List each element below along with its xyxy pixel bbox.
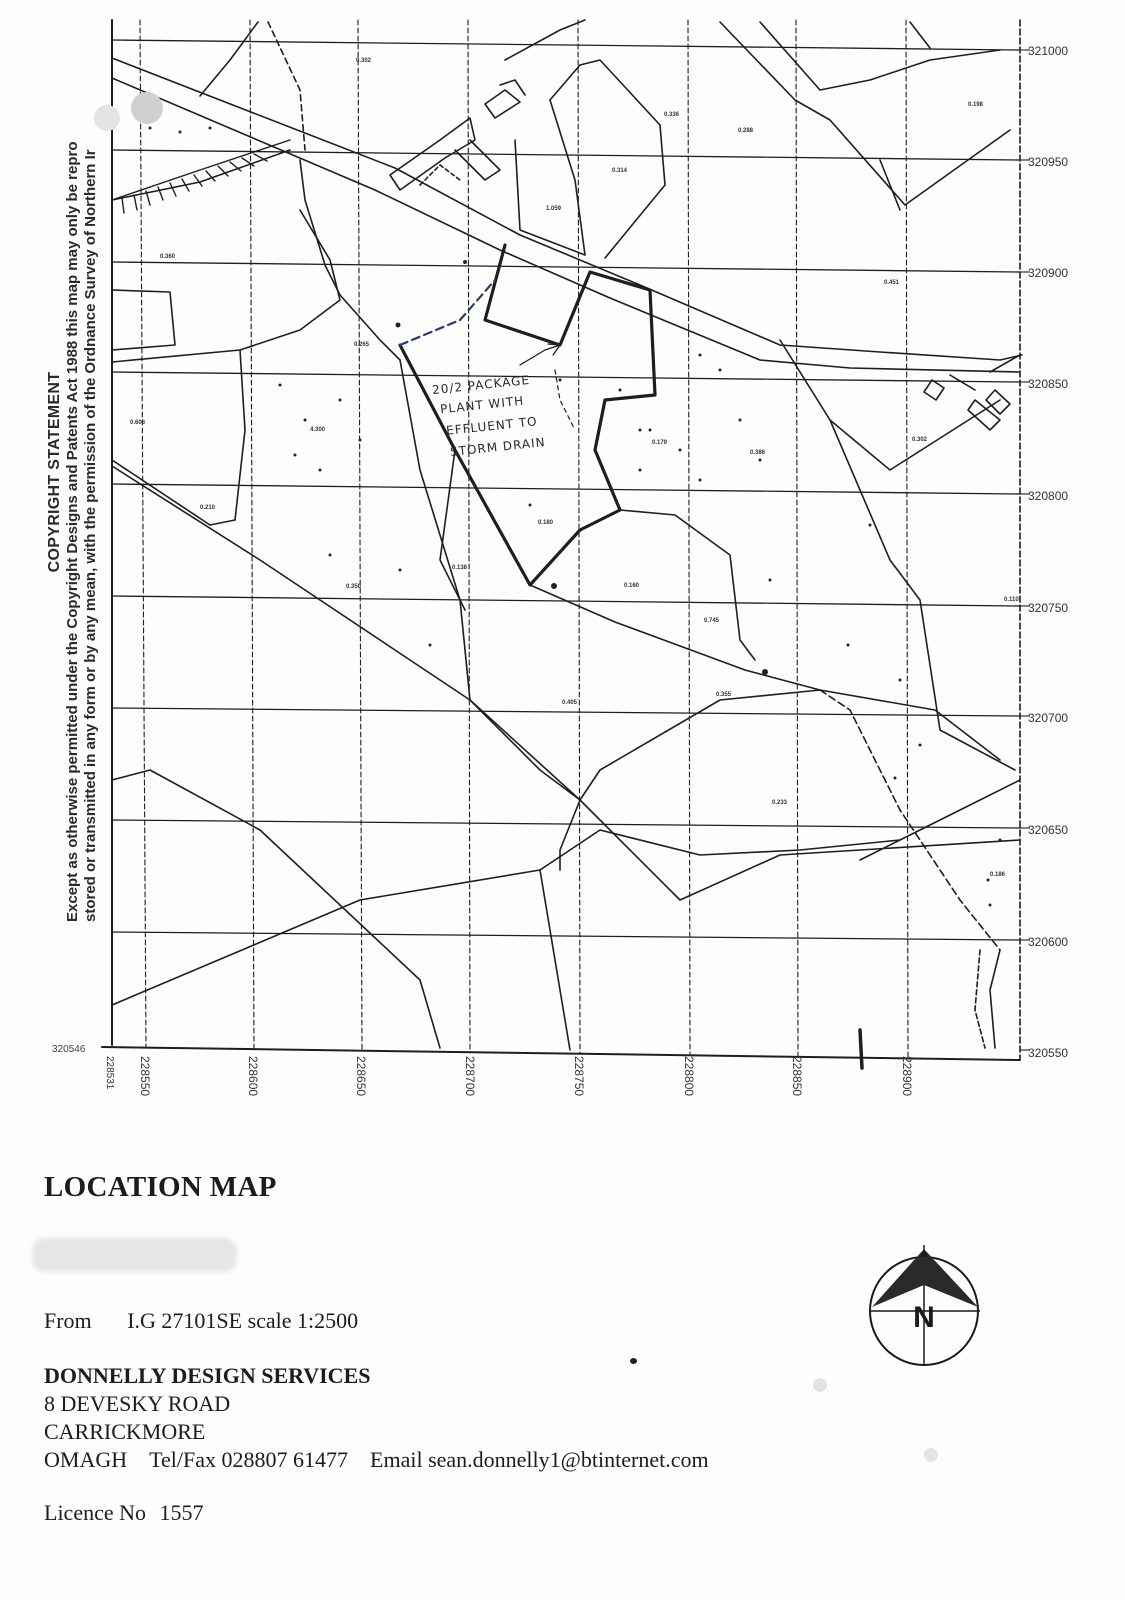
northing-label: 320800	[1028, 489, 1069, 503]
copyright-line-2: stored or transmitted in any form or by any mean, with the permission of the Ordnance Survey of Northern Ir	[82, 149, 99, 922]
vegetation-dots	[149, 127, 1002, 907]
northing-gridlines	[112, 40, 1020, 940]
parcel-area: 0.265	[354, 342, 370, 348]
easting-label: 228750	[572, 1056, 586, 1097]
from-label: From	[44, 1308, 92, 1333]
easting-label: 228800	[682, 1056, 696, 1097]
northing-label: 320700	[1028, 711, 1069, 725]
parcel-area: 0.302	[356, 58, 372, 64]
parcel-area: 0.186	[990, 872, 1006, 878]
tel-fax: Tel/Fax 028807 61477	[149, 1447, 349, 1472]
address-line-2: CARRICKMORE	[44, 1419, 206, 1444]
handwritten-note-line-1: 20/2 PACKAGE	[431, 372, 531, 398]
copyright-statement	[46, 22, 116, 922]
parcel-area: 0.314	[612, 168, 628, 174]
parcel-area: 0.355	[716, 692, 732, 698]
northing-label: 320900	[1028, 266, 1069, 280]
easting-label-left: 228531	[104, 1056, 115, 1090]
northing-label: 320850	[1028, 377, 1069, 391]
parcel-area: 0.336	[664, 112, 680, 118]
handwritten-note-line-3: EFFLUENT TO	[445, 414, 539, 438]
scan-speck	[924, 1448, 938, 1462]
easting-label: 228550	[138, 1056, 152, 1097]
compass-letter: N	[913, 1301, 935, 1334]
parcel-area: 0.160	[624, 583, 640, 589]
address-line-1: 8 DEVESKY ROAD	[44, 1391, 231, 1416]
smudge	[131, 92, 163, 124]
handwritten-note-line-4: STORM DRAIN	[449, 435, 547, 459]
northing-label: 321000	[1028, 44, 1069, 58]
easting-label: 228700	[463, 1056, 477, 1097]
parcel-area: 0.350	[346, 584, 362, 590]
parcel-area: 0.360	[160, 254, 176, 260]
company-name: DONNELLY DESIGN SERVICES	[44, 1363, 371, 1388]
town: OMAGH	[44, 1447, 128, 1472]
parcel-area: 0.608	[130, 420, 146, 426]
easting-label: 228600	[246, 1056, 260, 1097]
road-edge-north	[112, 58, 1022, 360]
parcel-area: 0.745	[704, 618, 720, 624]
northing-label: 320550	[1028, 1046, 1069, 1060]
scan-speck	[630, 1358, 637, 1364]
north-arrow-icon	[868, 1243, 988, 1369]
parcel-area: 0.451	[884, 280, 900, 286]
parcel-area: 0.198	[968, 102, 984, 108]
parcel-area: 4.300	[310, 427, 326, 433]
parcel-area: 0.288	[738, 128, 754, 134]
northing-label: 320950	[1028, 155, 1069, 169]
handwritten-note-line-2: PLANT WITH	[439, 393, 525, 417]
parcel-area: 0.180	[538, 520, 554, 526]
from-value: I.G 27101SE scale 1:2500	[127, 1308, 359, 1333]
parcel-area: 0.138	[452, 565, 468, 571]
parcel-area: 0.179	[652, 440, 668, 446]
copyright-heading: COPYRIGHT STATEMENT	[46, 371, 63, 573]
northing-label: 320600	[1028, 935, 1069, 949]
copyright-line-1: Except as otherwise permitted under the Copyright Designs and Patents Act 1988 this map may only be repro	[64, 141, 81, 922]
parcel-area: 0.405	[562, 700, 578, 706]
easting-label: 228850	[790, 1056, 804, 1097]
scan-speck	[813, 1378, 827, 1392]
parcel-area: 0.386	[750, 450, 766, 456]
parcel-area: 0.233	[772, 800, 788, 806]
easting-label: 228900	[900, 1056, 914, 1097]
northing-label-left: 320546	[52, 1044, 86, 1055]
licence-label: Licence No	[44, 1500, 146, 1525]
map-frame-bottom	[102, 1047, 1020, 1060]
redacted-text-block	[32, 1238, 237, 1272]
parcel-area: 0.302	[912, 437, 928, 443]
licence-value: 1557	[159, 1500, 204, 1525]
easting-gridlines	[140, 20, 908, 1058]
northing-label: 320750	[1028, 601, 1069, 615]
page-title: LOCATION MAP	[44, 1171, 277, 1203]
northing-label: 320650	[1028, 823, 1069, 837]
licence-number	[44, 1500, 204, 1526]
easting-label: 228650	[354, 1056, 368, 1097]
parcel-area: 1.059	[546, 206, 562, 212]
email: Email sean.donnelly1@btinternet.com	[370, 1447, 709, 1472]
company-address	[44, 1362, 731, 1474]
contact-line	[44, 1446, 731, 1474]
parcel-area: 0.210	[200, 505, 216, 511]
map-source	[44, 1308, 358, 1334]
parcel-area: 0.110	[1004, 597, 1019, 603]
